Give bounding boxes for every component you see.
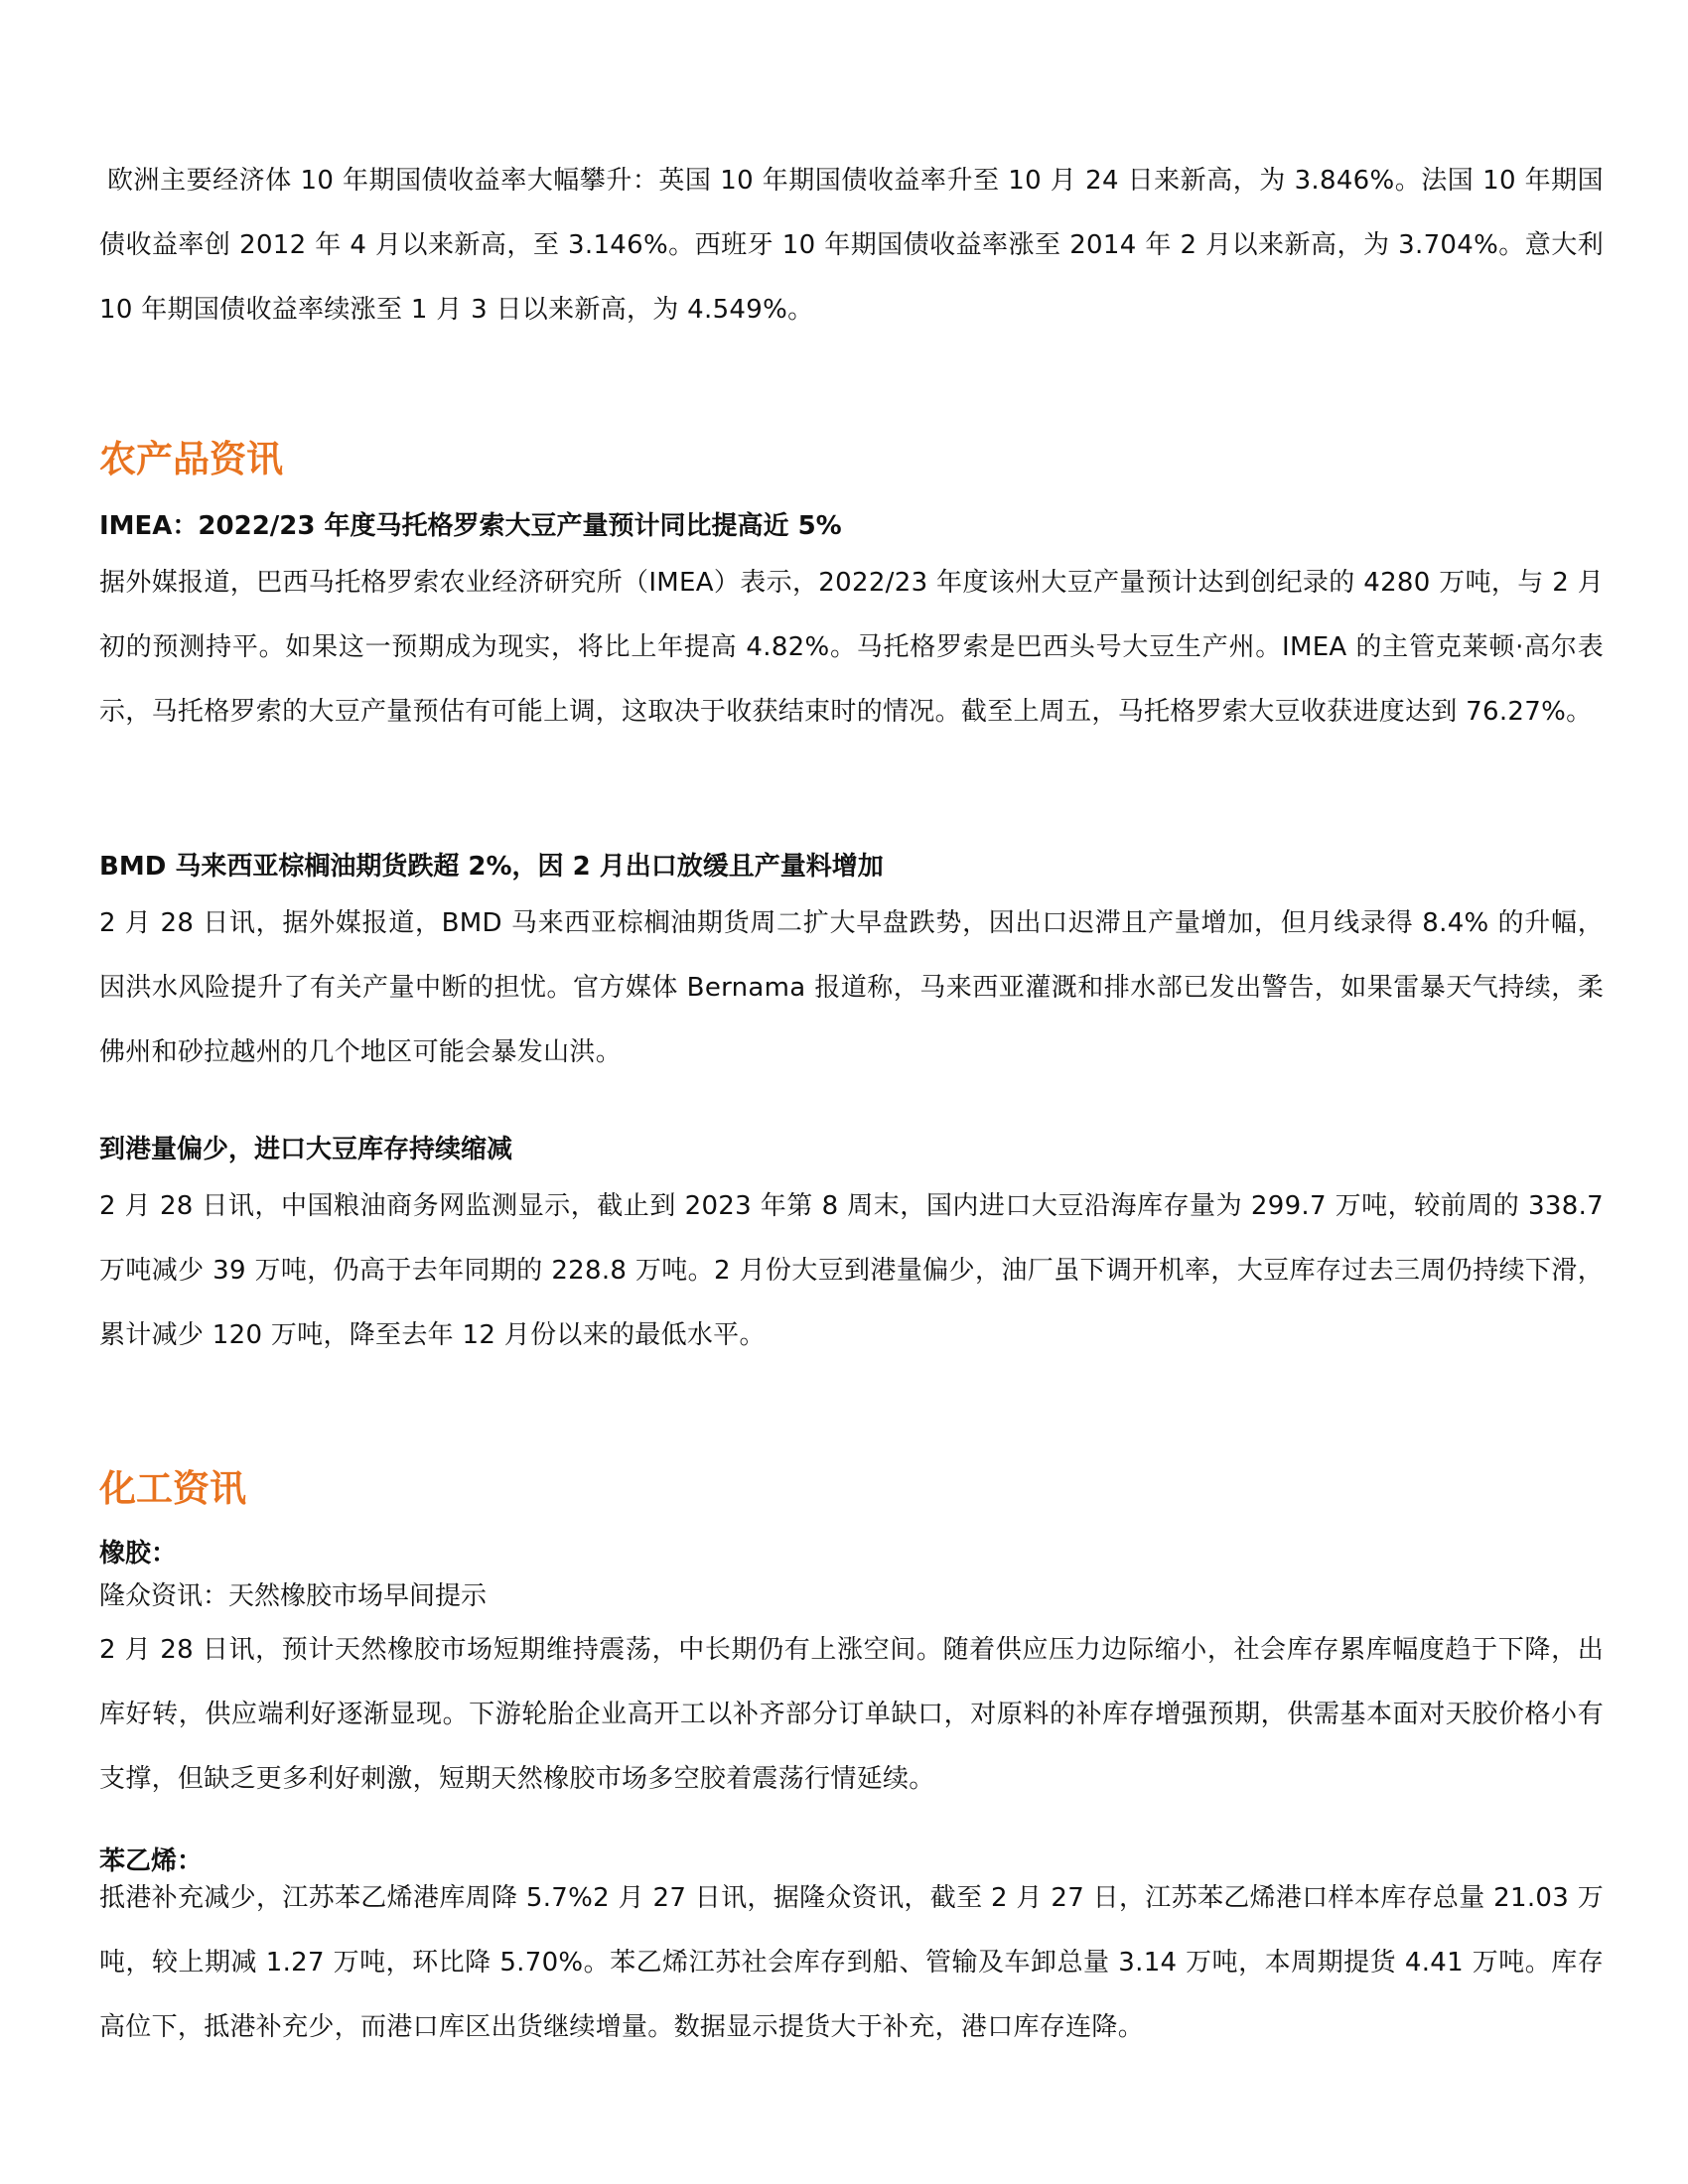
section-title-chem: 化工资讯 [99, 1467, 246, 1510]
intro-paragraph: 欧洲主要经济体 10 年期国债收益率大幅攀升：英国 10 年期国债收益率升至 10 月 24 日来新高，为 3.846%。法国 10 年期国债收益率创 2012 年 4 月以来新高，至 3.146%。西班牙 10 年期国债收益率涨至 2014 年 2 月以来新高，为 3.704%。意大利 10 年期国债收益率续涨至 1 月 3 日以来新高，为 4.549%。 [99, 166, 1604, 325]
styrene-label: 苯乙烯： [99, 1846, 204, 1876]
rubber-subtitle: 隆众资讯：天然橡胶市场早间提示 [99, 1581, 488, 1611]
article-headline: 到港量偏少，进口大豆库存持续缩减 [99, 1135, 513, 1164]
article-body: 2 月 28 日讯，据外媒报道，BMD 马来西亚棕榈油期货周二扩大早盘跌势，因出口迟滞且产量增加，但月线录得 8.4% 的升幅，因洪水风险提升了有关产量中断的担忧。官方媒体 Bernama 报道称，马来西亚灌溉和排水部已发出警告，如果雷暴天气持续，柔佛州和砂拉越州的几个地区可能会暴发山洪。 [99, 908, 1604, 1067]
article-body: 据外媒报道，巴西马托格罗索农业经济研究所（IMEA）表示，2022/23 年度该州大豆产量预计达到创纪录的 4280 万吨，与 2 月初的预测持平。如果这一预期成为现实，将比上年提高 4.82%。马托格罗索是巴西头号大豆生产州。IMEA 的主管克莱顿·高尔表示，马托格罗索的大豆产量预估有可能上调，这取决于收获结束时的情况。截至上周五，马托格罗索大豆收获进度达到 76.27%。 [99, 568, 1604, 727]
article-body: 2 月 28 日讯，中国粮油商务网监测显示，截止到 2023 年第 8 周末，国内进口大豆沿海库存量为 299.7 万吨，较前周的 338.7 万吨减少 39 万吨，仍高于去年同期的 228.8 万吨。2 月份大豆到港量偏少，油厂虽下调开机率，大豆库存过去三周仍持续下滑，累计减少 120 万吨，降至去年 12 月份以来的最低水平。 [99, 1191, 1604, 1350]
section-title-agri: 农产品资讯 [99, 438, 283, 480]
article-headline: IMEA：2022/23 年度马托格罗索大豆产量预计同比提高近 5% [99, 511, 842, 541]
styrene-body: 抵港补充减少，江苏苯乙烯港库周降 5.7%2 月 27 日讯，据隆众资讯，截至 2 月 27 日，江苏苯乙烯港口样本库存总量 21.03 万吨，较上期减 1.27 万吨，环比降 5.70%。苯乙烯江苏社会库存到船、管输及车卸总量 3.14 万吨，本周期提货 4.41 万吨。库存高位下，抵港补充少，而港口库区出货继续增量。数据显示提货大于补充，港口库存连降。 [99, 1883, 1604, 2042]
rubber-label: 橡胶： [99, 1539, 178, 1569]
article-headline: BMD 马来西亚棕榈油期货跌超 2%，因 2 月出口放缓且产量料增加 [99, 852, 884, 882]
rubber-body: 2 月 28 日讯，预计天然橡胶市场短期维持震荡，中长期仍有上涨空间。随着供应压力边际缩小，社会库存累库幅度趋于下降，出库好转，供应端利好逐渐显现。下游轮胎企业高开工以补齐部分订单缺口，对原料的补库存增强预期，供需基本面对天胶价格小有支撑，但缺乏更多利好刺激，短期天然橡胶市场多空胶着震荡行情延续。 [99, 1635, 1604, 1794]
